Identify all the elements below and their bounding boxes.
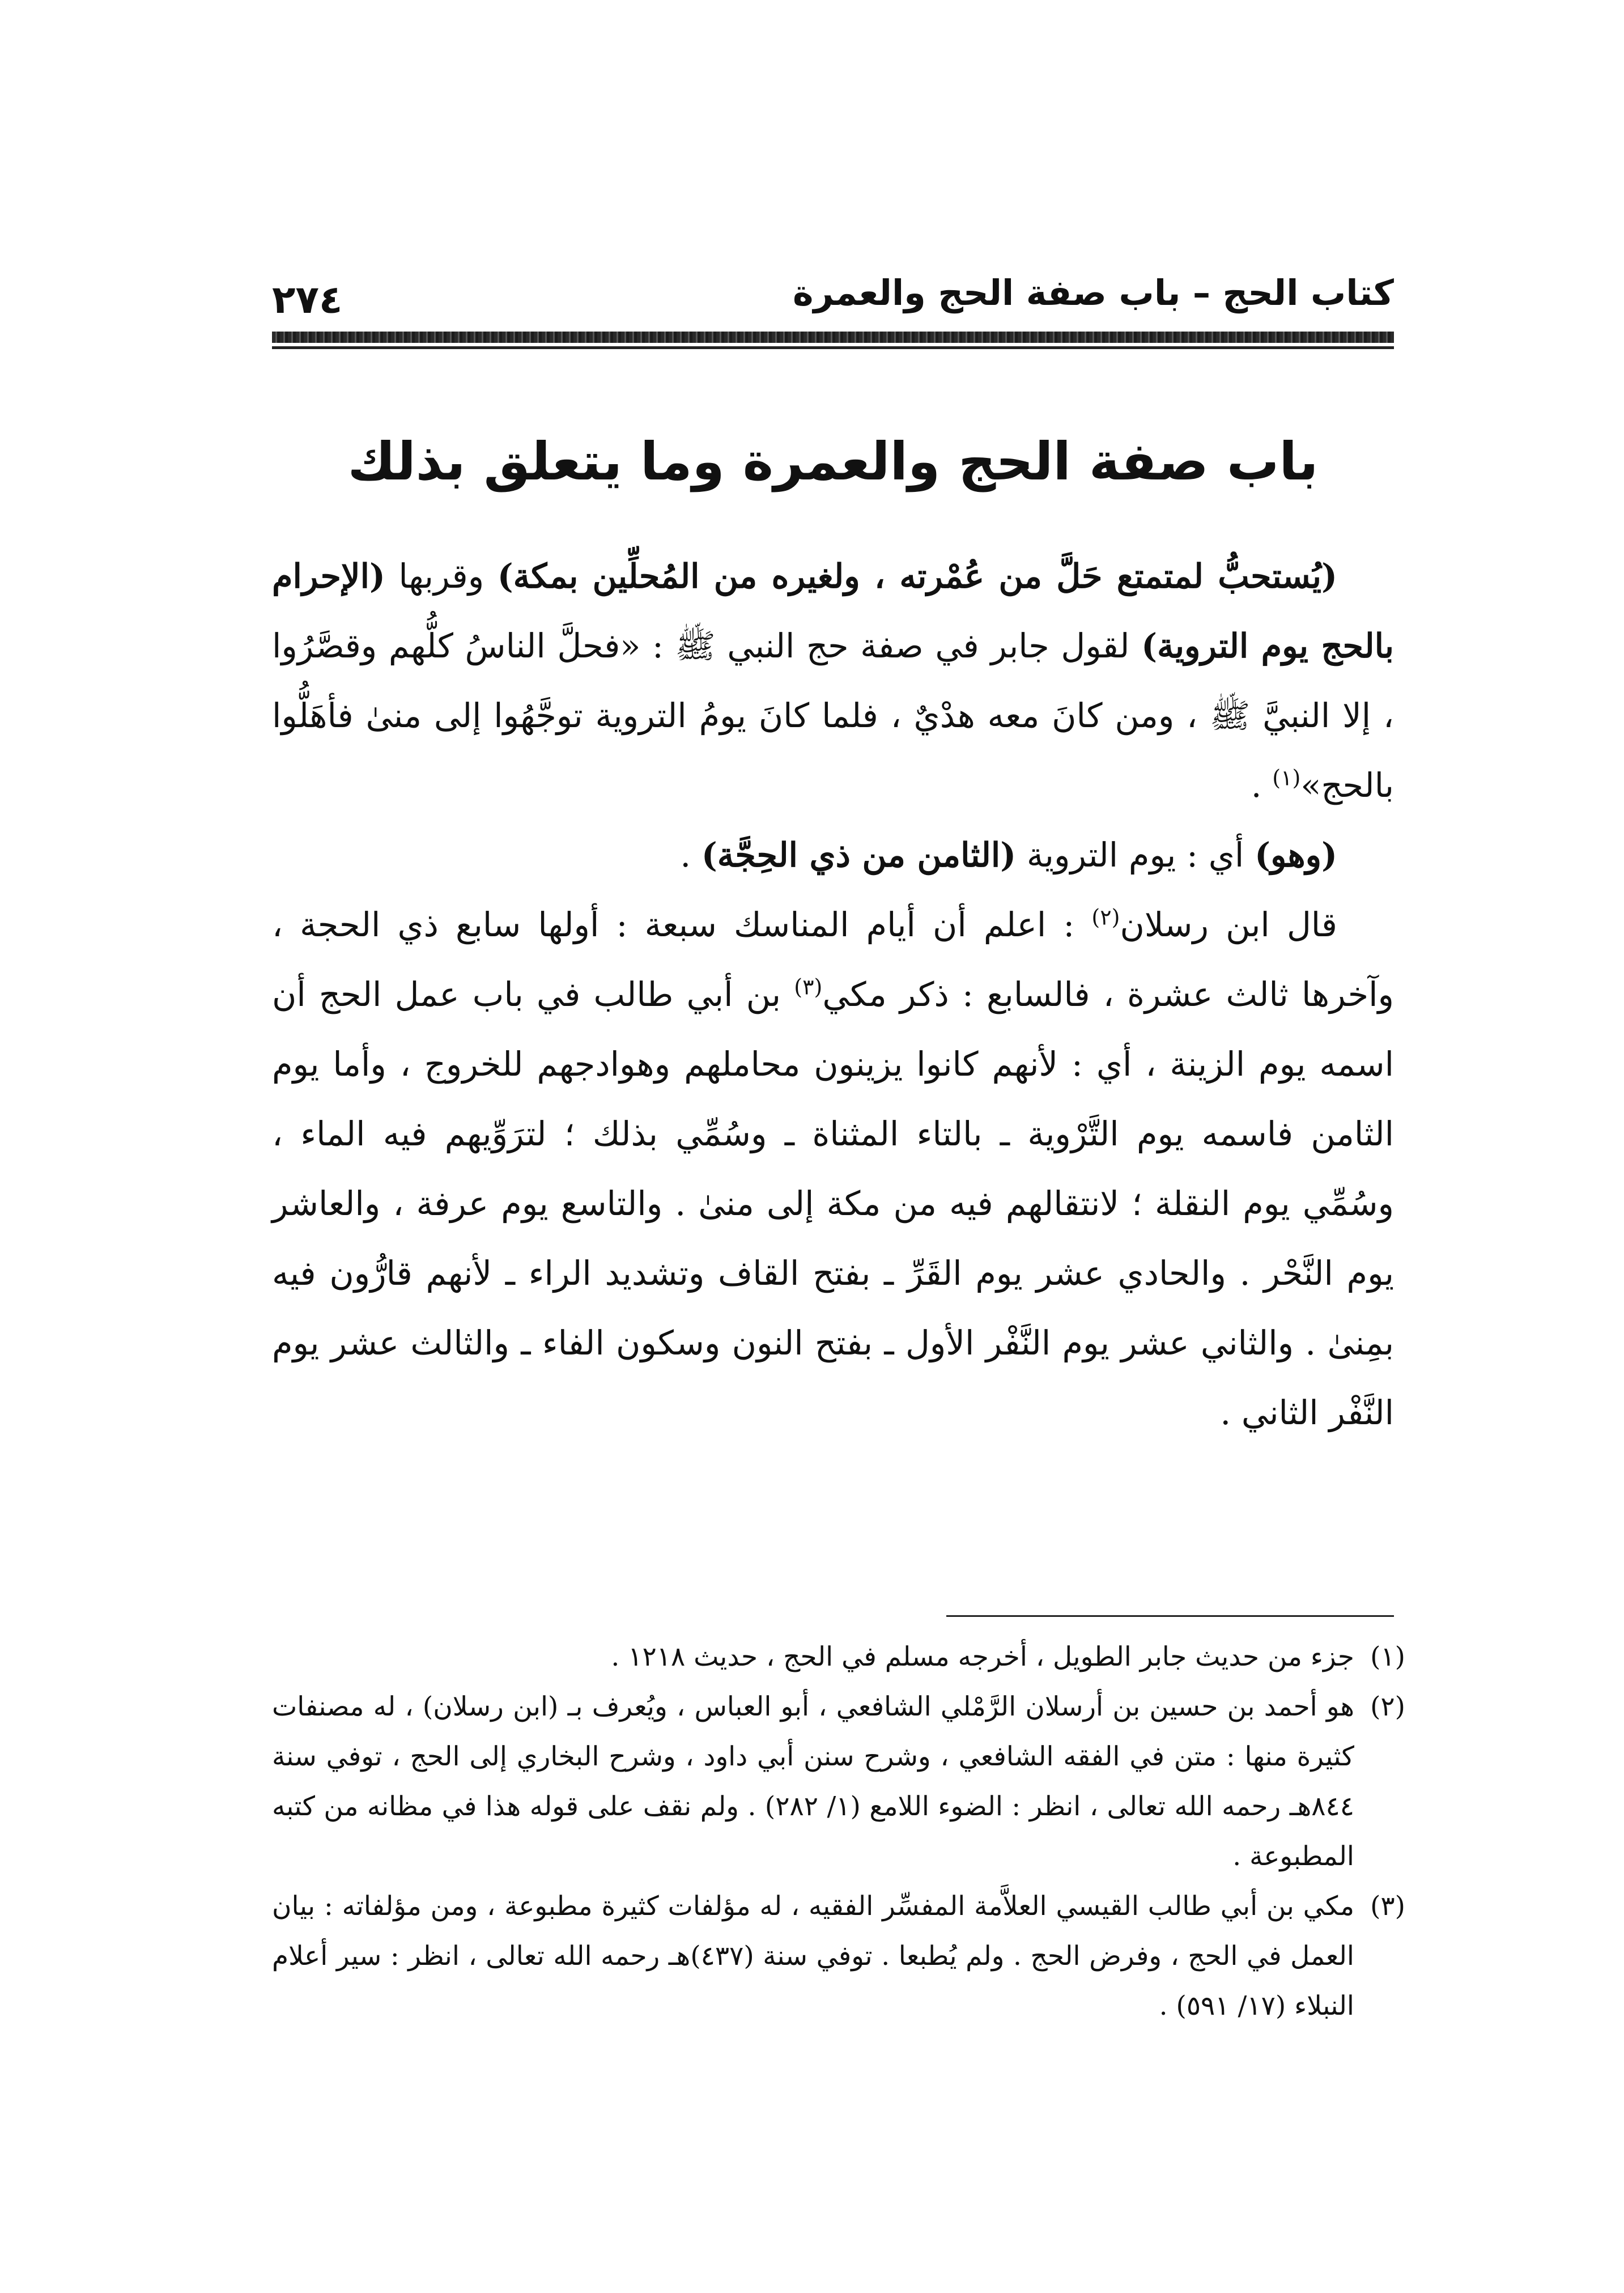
footnote-number: (٢) bbox=[1370, 1691, 1405, 1722]
footnote-3 bbox=[272, 1882, 1405, 2031]
footnote-2 bbox=[272, 1682, 1405, 1882]
page-number: ٢٧٤ bbox=[272, 278, 343, 322]
paragraph-1 bbox=[272, 541, 1394, 820]
commentary-text: بن أبي طالب في باب عمل الحج أن اسمه يوم الزينة ، أي : لأنهم كانوا يزينون محاملهم وهوادجهم للخروج ، وأما يوم الثامن فاسمه يوم التَّرْوية ـ بالتاء المثناة ـ وسُمِّي بذلك ؛ لترَوِّيهم فيه الماء ، وسُمِّي يوم النقلة ؛ لانتقالهم فيه من مكة إلى منىٰ . والتاسع يوم عرفة ، والعاشر يوم النَّحْر . والحادي عشر يوم القَرِّ ـ بفتح القاف وتشديد الراء ـ لأنهم قارُّون فيه بمِنىٰ . والثاني عشر يوم النَّفْر الأول ـ بفتح النون وسكون الفاء ـ والثالث عشر يوم النَّفْر الثاني . bbox=[272, 975, 1394, 1432]
header-rule-thin bbox=[272, 346, 1394, 349]
commentary-text: وقربها bbox=[385, 557, 498, 596]
running-header bbox=[272, 266, 1394, 329]
footnote-text: جزء من حديث جابر الطويل ، أخرجه مسلم في الحج ، حديث ١٢١٨ . bbox=[611, 1641, 1354, 1672]
footnote-ref[interactable]: (٢) bbox=[1091, 905, 1120, 930]
punctuation: . bbox=[680, 835, 702, 874]
chapter-title: باب صفة الحج والعمرة وما يتعلق بذلك bbox=[347, 431, 1319, 492]
footnotes bbox=[272, 1632, 1405, 2031]
matn-text: (يُستحبُّ لمتمتع حَلَّ من عُمْرته ، ولغيره من المُحلِّين بمكة) bbox=[497, 557, 1337, 596]
commentary-text: قال ابن رسلان bbox=[1120, 905, 1337, 944]
footnote-ref[interactable]: (٣) bbox=[794, 974, 823, 1000]
paragraph-2 bbox=[272, 820, 1394, 890]
punctuation: . bbox=[1251, 766, 1273, 805]
matn-text: (الثامن من ذي الحِجَّة) bbox=[701, 835, 1017, 874]
body-text bbox=[272, 541, 1394, 1447]
footnote-number: (٣) bbox=[1370, 1891, 1405, 1922]
footnote-text: مكي بن أبي طالب القيسي العلاَّمة المفسِّر الفقيه ، له مؤلفات كثيرة مطبوعة ، ومن مؤلفاته : بيان العمل في الحج ، وفرض الحج . ولم يُطبعا . توفي سنة (٤٣٧)هـ رحمه الله تعالى ، انظر : سير أعلام النبلاء (١٧/ ٥٩١) . bbox=[272, 1891, 1354, 2022]
header-rule bbox=[272, 332, 1394, 343]
matn-text: (الإحرام بالحج يوم التروية) bbox=[272, 557, 1395, 665]
footnote-number: (١) bbox=[1370, 1641, 1405, 1672]
running-title: كتاب الحج – باب صفة الحج والعمرة bbox=[792, 272, 1394, 313]
footnote-1 bbox=[272, 1632, 1405, 1682]
commentary-text: لقول جابر في صفة حج النبي ﷺ : «فحلَّ الناسُ كلُّهم وقصَّرُوا ، إلا النبيَّ ﷺ ، ومن كانَ معه هدْيٌ ، فلما كانَ يومُ التروية توجَّهُوا إلى منىٰ فأهَلُّوا بالحج» bbox=[272, 626, 1394, 805]
footnote-ref[interactable]: (١) bbox=[1272, 765, 1301, 791]
commentary-text: : اعلم أن أيام المناسك سبعة : أولها سابع ذي الحجة ، وآخرها ثالث عشرة ، فالسابع : ذكر مكي bbox=[272, 905, 1395, 1014]
paragraph-3 bbox=[272, 890, 1394, 1447]
commentary-text: أي : يوم التروية bbox=[1016, 835, 1255, 874]
footnote-text: هو أحمد بن حسين بن أرسلان الرَّمْلي الشافعي ، أبو العباس ، ويُعرف بـ (ابن رسلان) ، له مصنفات كثيرة منها : متن في الفقه الشافعي ، وشرح سنن أبي داود ، وشرح البخاري إلى الحج ، توفي سنة ٨٤٤هـ رحمه الله تعالى ، انظر : الضوء اللامع (١/ ٢٨٢) . ولم نقف على قوله هذا في مظانه من كتبه المطبوعة . bbox=[272, 1691, 1354, 1872]
footnote-separator bbox=[946, 1615, 1394, 1617]
matn-text: (وهو) bbox=[1255, 835, 1337, 874]
